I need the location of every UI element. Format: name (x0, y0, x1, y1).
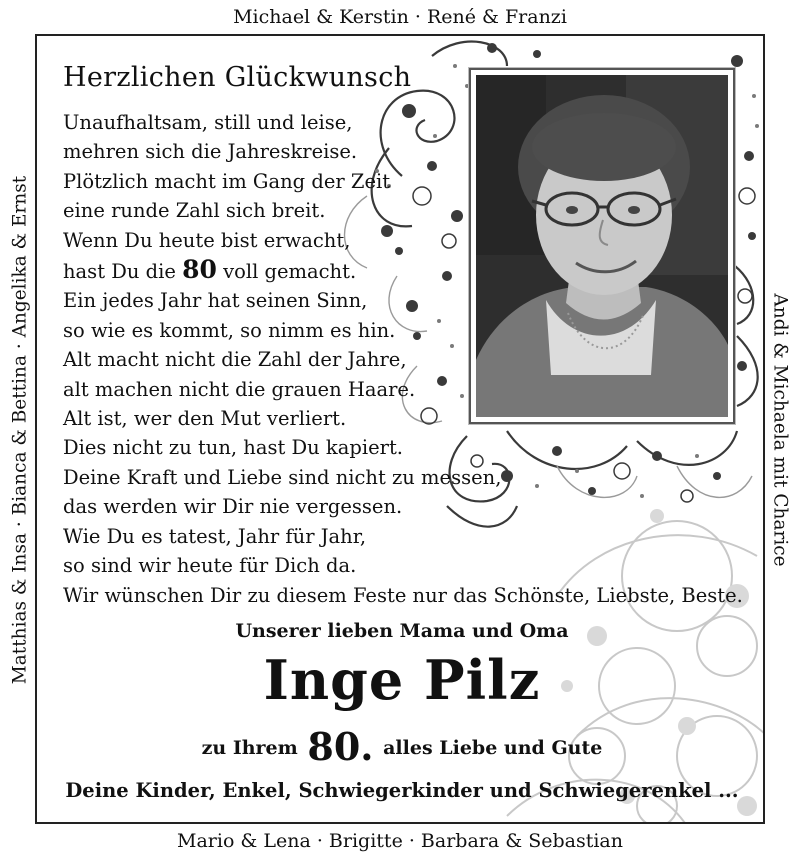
portrait-photo (469, 68, 735, 424)
birthday-text: alles Liebe und Gute (383, 737, 603, 759)
poem-line: Alt macht nicht die Zahl der Jahre, (63, 348, 407, 372)
poem-line: Wie Du es tatest, Jahr für Jahr, (63, 524, 367, 548)
right-side-names: Andi & Michaela mit Charice (769, 293, 791, 567)
poem-line: Wir wünschen Dir zu diesem Feste nur das Schönste, Liebste, Beste. (63, 583, 743, 607)
age-number: 80 (182, 255, 217, 285)
heading: Herzlichen Glückwunsch (63, 62, 412, 93)
birthday-number: 80. (307, 724, 374, 769)
left-side-names: Matthias & Insa · Bianca & Bettina · Angelika & Ernst (9, 175, 31, 685)
birthday-line (37, 724, 765, 769)
poem-line: Dies nicht zu tun, hast Du kapiert. (63, 436, 403, 460)
birthday-text: zu Ihrem (201, 737, 298, 759)
poem-line: eine runde Zahl sich breit. (63, 199, 326, 223)
bottom-names: Mario & Lena · Brigitte · Barbara & Sebastian (177, 830, 623, 852)
portrait-image (476, 75, 728, 417)
honoree-name: Inge Pilz (263, 648, 541, 712)
poem-line: alt machen nicht die grauen Haare. (63, 377, 416, 401)
poem-line: Wenn Du heute bist erwacht, (63, 228, 351, 252)
signature-line: Deine Kinder, Enkel, Schwiegerkinder und Schwiegerenkel ... (65, 779, 739, 802)
poem-line: mehren sich die Jahreskreise. (63, 140, 358, 164)
poem-line: Plötzlich macht im Gang der Zeit (63, 169, 391, 193)
poem-line-text: hast Du die (63, 260, 183, 284)
dedication-line: Unserer lieben Mama und Oma (235, 620, 569, 642)
poem-line: Unaufhaltsam, still und leise, (63, 111, 353, 134)
announcement-box (35, 34, 765, 824)
poem-line: so sind wir heute für Dich da. (63, 554, 357, 578)
poem-line: so wie es kommt, so nimm es hin. (63, 318, 396, 342)
poem-line: Ein jedes Jahr hat seinen Sinn, (63, 289, 368, 313)
poem-line: Alt ist, wer den Mut verliert. (63, 407, 347, 431)
top-names: Michael & Kerstin · René & Franzi (233, 6, 567, 28)
poem-line: das werden wir Dir nie vergessen. (63, 495, 403, 519)
poem-line: Deine Kraft und Liebe sind nicht zu messen, (63, 465, 502, 489)
poem-line-text: voll gemacht. (216, 260, 357, 284)
